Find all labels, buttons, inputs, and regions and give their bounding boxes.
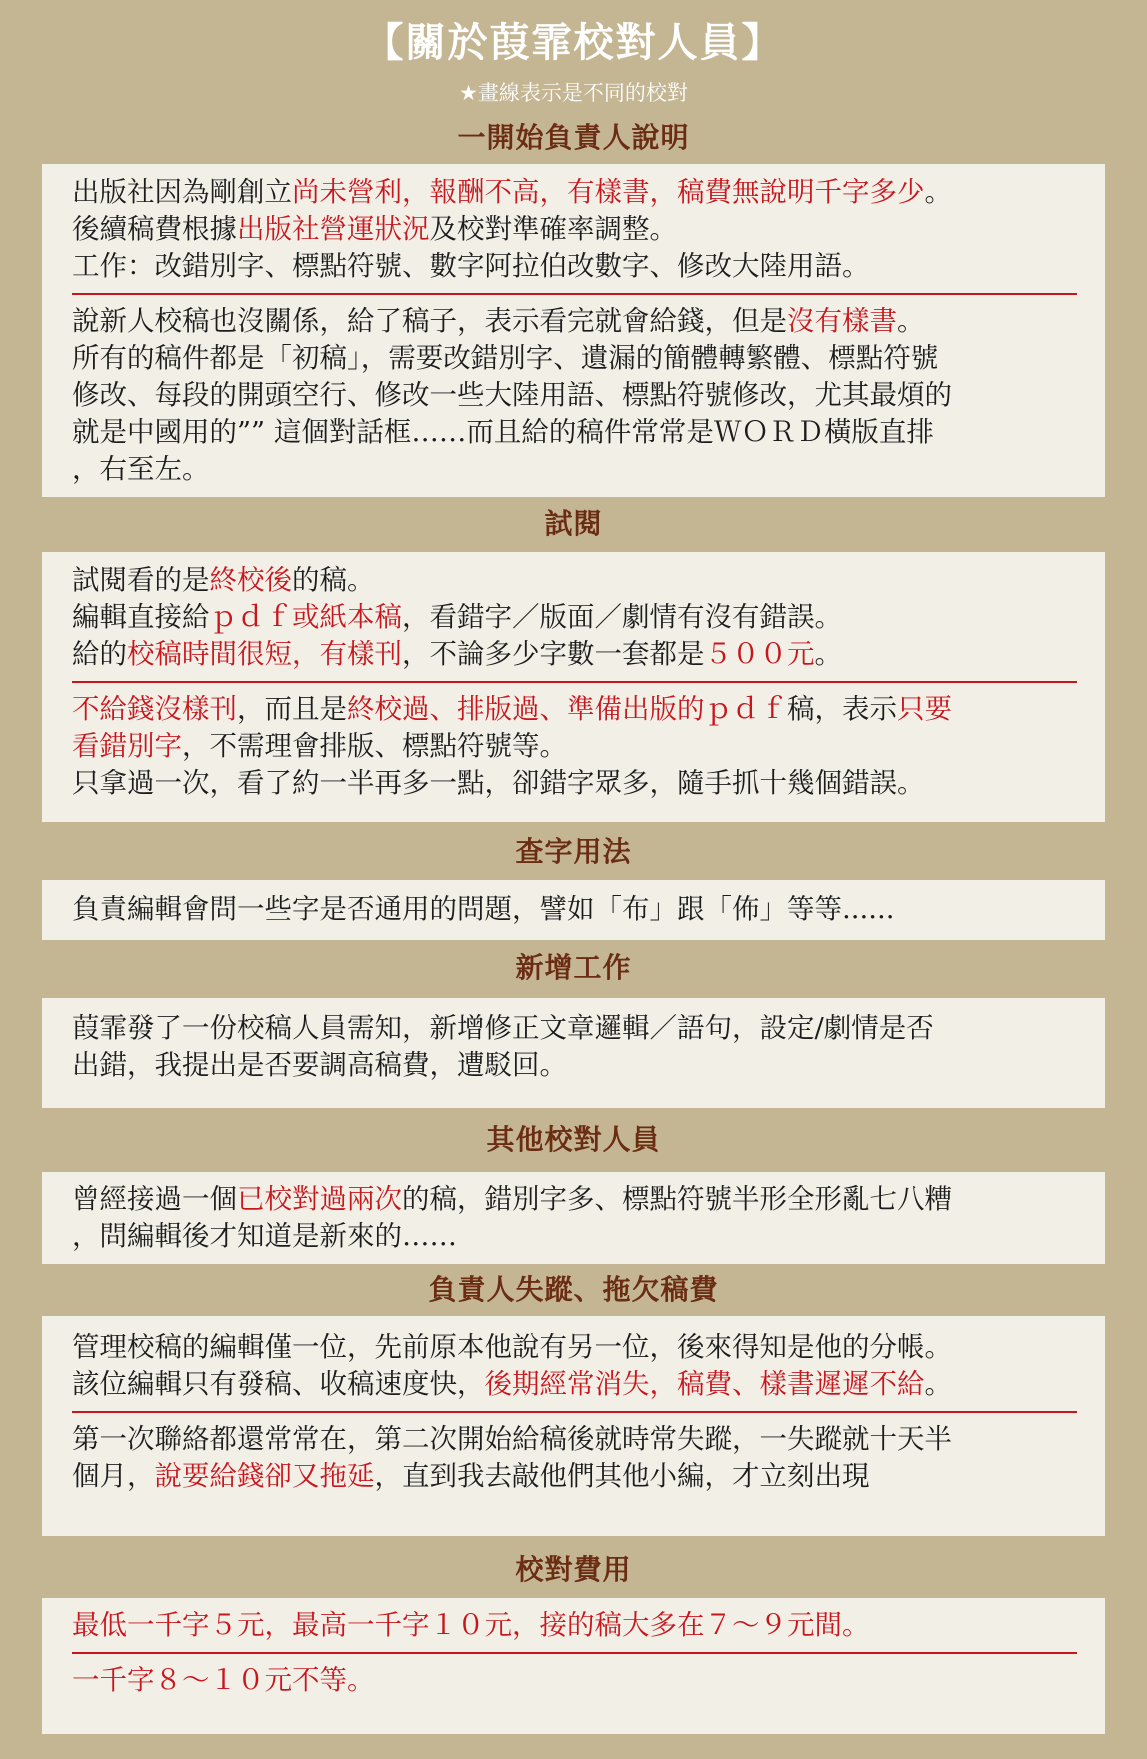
highlighted-text: 尚未營利，報酬不高，有樣書，稿費無說明千字多少 <box>292 176 925 208</box>
section-heading-proofreading-fees: 校對費用 <box>515 1553 632 1586</box>
body-text: 的稿，錯別字多、標點符號半形全形亂七八糟 <box>402 1183 952 1215</box>
text-line <box>72 1607 1075 1644</box>
section-panel-other-proofreaders <box>42 1172 1105 1264</box>
text-block <box>42 562 1105 673</box>
section-panel-word-usage <box>42 880 1105 940</box>
text-line <box>72 340 1075 377</box>
text-line <box>72 1329 1075 1366</box>
text-line <box>72 636 1075 673</box>
body-text: ，問編輯後才知道是新來的…… <box>72 1220 457 1252</box>
text-line <box>72 765 1075 802</box>
body-text: 個月， <box>72 1460 155 1492</box>
body-text: 。 <box>924 176 952 208</box>
body-text: 就是中國用的”” 這個對話框……而且給的稿件常常是ＷＯＲＤ橫版直排 <box>72 416 934 448</box>
body-text: 工作：改錯別字、標點符號、數字阿拉伯改數字、修改大陸用語。 <box>72 250 870 282</box>
highlighted-text: 沒有樣書 <box>787 305 897 337</box>
section-panel-missing-unpaid <box>42 1316 1105 1536</box>
text-line <box>72 1662 1075 1699</box>
text-line <box>72 891 1075 928</box>
highlighted-text: 看錯別字 <box>72 730 182 762</box>
body-text: 出錯，我提出是否要調高稿費，遭駁回。 <box>72 1049 567 1081</box>
text-line <box>72 1010 1075 1047</box>
text-block <box>42 1421 1105 1495</box>
highlighted-text: ｐｄｆ或紙本稿 <box>209 601 402 633</box>
text-block <box>42 691 1105 802</box>
section-panel-proofreading-fees <box>42 1598 1105 1734</box>
text-line <box>72 599 1075 636</box>
body-text: 。 <box>924 1368 952 1400</box>
body-text: ，而且是 <box>237 693 347 725</box>
body-text: 管理校稿的編輯僅一位，先前原本他說有另一位，後來得知是他的分帳。 <box>72 1331 952 1363</box>
text-block <box>42 1010 1105 1084</box>
text-line <box>72 728 1075 765</box>
body-text: 的稿。 <box>292 564 375 596</box>
highlighted-text: ５００元 <box>704 638 815 670</box>
body-text: ，不需理會排版、標點符號等。 <box>182 730 567 762</box>
highlighted-text: 終校過、排版過、準備出版的ｐｄｆ <box>347 693 787 725</box>
body-text: 出版社因為剛創立 <box>72 176 292 208</box>
section-heading-other-proofreaders: 其他校對人員 <box>486 1123 661 1156</box>
text-line <box>72 691 1075 728</box>
text-line <box>72 1181 1075 1218</box>
page-title: 【關於葭霏校對人員】 <box>363 20 784 66</box>
body-text: ，看錯字／版面／劇情有沒有錯誤。 <box>402 601 842 633</box>
highlighted-text: 不給錢沒樣刊 <box>72 693 237 725</box>
body-text: 給的 <box>72 638 127 670</box>
body-text: ，不論多少字數一套都是 <box>402 638 705 670</box>
body-text: 葭霏發了一份校稿人員需知，新增修正文章邏輯／語句，設定/劇情是否 <box>72 1012 934 1044</box>
text-line <box>72 1218 1075 1255</box>
text-line <box>72 1366 1075 1403</box>
highlighted-text: 校稿時間很短，有樣刊 <box>127 638 402 670</box>
text-block <box>42 1329 1105 1403</box>
text-line <box>72 303 1075 340</box>
text-line <box>72 1421 1075 1458</box>
text-block <box>42 1181 1105 1255</box>
text-block <box>42 1607 1105 1644</box>
section-heading-trial-read: 試閱 <box>544 507 603 540</box>
body-text: 該位編輯只有發稿、收稿速度快， <box>72 1368 485 1400</box>
divider <box>72 681 1077 683</box>
body-text: 說新人校稿也沒關係，給了稿子，表示看完就會給錢，但是 <box>72 305 787 337</box>
highlighted-text: 已校對過兩次 <box>237 1183 402 1215</box>
text-line <box>72 562 1075 599</box>
body-text: 所有的稿件都是「初稿」，需要改錯別字、遺漏的簡體轉繁體、標點符號 <box>72 342 939 374</box>
body-text: 編輯直接給 <box>72 601 210 633</box>
body-text: 曾經接過一個 <box>72 1183 237 1215</box>
text-line <box>72 451 1075 488</box>
text-line <box>72 377 1075 414</box>
body-text: ，右至左。 <box>72 453 210 485</box>
text-line <box>72 211 1075 248</box>
divider <box>72 1652 1077 1654</box>
body-text: 。 <box>897 305 925 337</box>
body-text: 稿，表示 <box>787 693 897 725</box>
section-heading-missing-unpaid: 負責人失蹤、拖欠稿費 <box>428 1273 719 1306</box>
text-block <box>42 1662 1105 1699</box>
text-line <box>72 1458 1075 1495</box>
highlighted-text: 出版社營運狀況 <box>237 213 430 245</box>
text-line <box>72 1047 1075 1084</box>
section-panel-new-tasks <box>42 998 1105 1108</box>
highlighted-text: 只要 <box>897 693 952 725</box>
body-text: 試閱看的是 <box>72 564 210 596</box>
text-line <box>72 174 1075 211</box>
body-text: 修改、每段的開頭空行、修改一些大陸用語、標點符號修改，尤其最煩的 <box>72 379 952 411</box>
divider <box>72 293 1077 295</box>
body-text: 及校對準確率調整。 <box>429 213 677 245</box>
text-line <box>72 414 1075 451</box>
body-text: 只拿過一次，看了約一半再多一點，卻錯字眾多，隨手抓十幾個錯誤。 <box>72 767 925 799</box>
section-panel-initial-briefing <box>42 164 1105 497</box>
section-heading-new-tasks: 新增工作 <box>515 951 632 984</box>
body-text: 第一次聯絡都還常常在，第二次開始給稿後就時常失蹤，一失蹤就十天半 <box>72 1423 952 1455</box>
text-line <box>72 248 1075 285</box>
highlighted-text: 一千字８～１０元不等。 <box>72 1664 375 1696</box>
body-text: 。 <box>814 638 842 670</box>
body-text: ，直到我去敲他們其他小編，才立刻出現 <box>374 1460 870 1492</box>
highlighted-text: 最低一千字５元，最高一千字１０元，接的稿大多在７～９元間。 <box>72 1609 870 1641</box>
highlighted-text: 終校後 <box>209 564 292 596</box>
divider <box>72 1411 1077 1413</box>
page-subtitle: ★畫線表示是不同的校對 <box>459 81 688 105</box>
section-heading-initial-briefing: 一開始負責人說明 <box>457 121 690 154</box>
highlighted-text: 後期經常消失，稿費、樣書遲遲不給 <box>484 1368 925 1400</box>
text-block <box>42 891 1105 928</box>
body-text: 負責編輯會問一些字是否通用的問題，譬如「布」跟「佈」等等...... <box>72 893 895 925</box>
section-heading-word-usage: 查字用法 <box>515 835 632 868</box>
highlighted-text: 說要給錢卻又拖延 <box>154 1460 375 1492</box>
text-block <box>42 174 1105 285</box>
body-text: 後續稿費根據 <box>72 213 237 245</box>
section-panel-trial-read <box>42 552 1105 822</box>
text-block <box>42 303 1105 488</box>
